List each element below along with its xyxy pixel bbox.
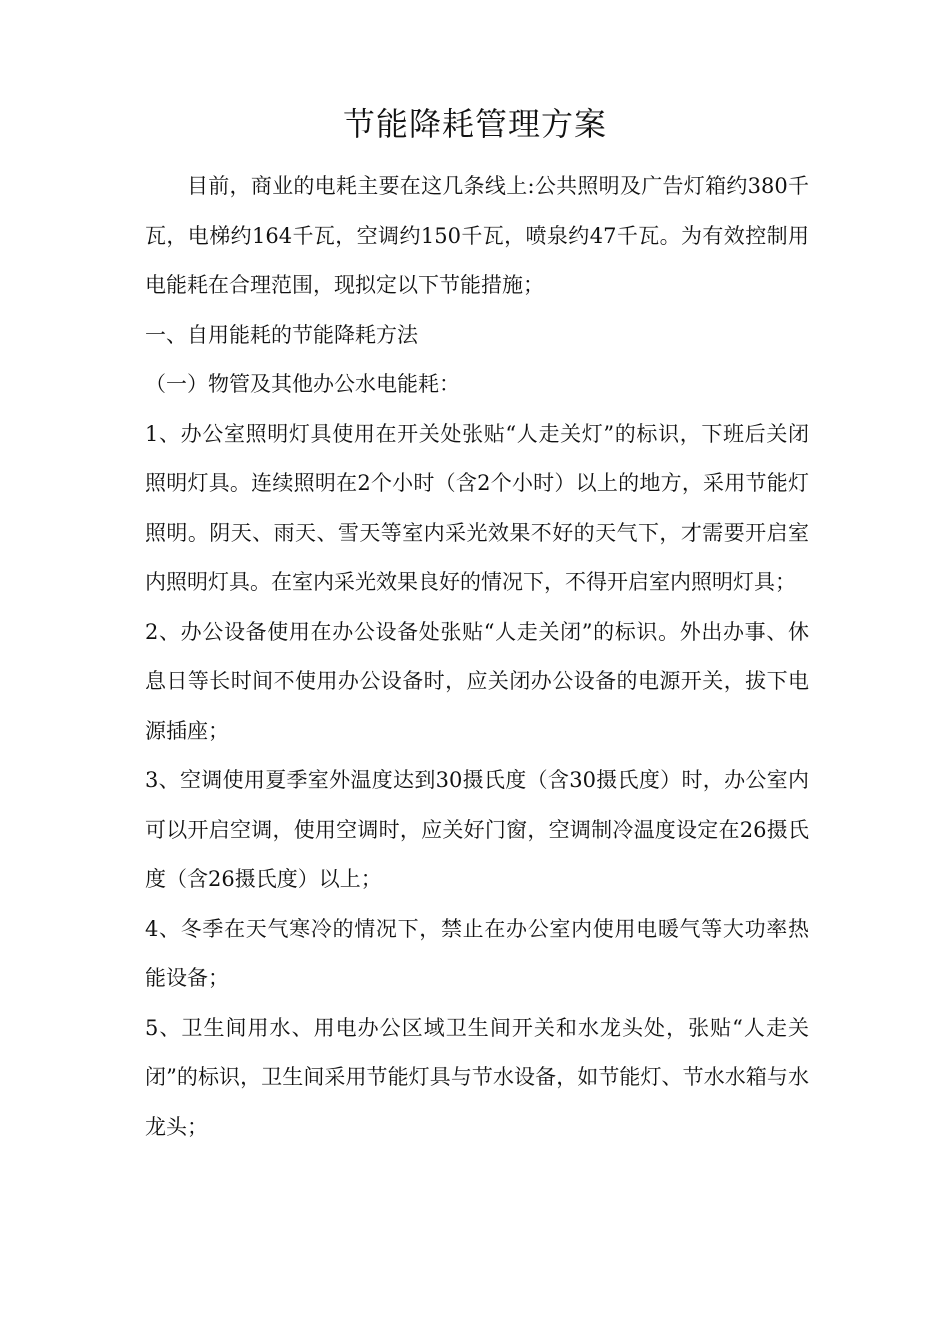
- document-body: [145, 162, 809, 1152]
- item-3-paragraph: 3、空调使用夏季室外温度达到30摄氏度（含30摄氏度）时，办公室内可以开启空调，使用空调时，应关好门窗，空调制冷温度设定在26摄氏度（含26摄氏度）以上；: [145, 768, 809, 891]
- subsection-heading: （一）物管及其他办公水电能耗：: [145, 372, 460, 396]
- intro-paragraph: 目前，商业的电耗主要在这几条线上:公共照明及广告灯箱约380千瓦，电梯约164千瓦，空调约150千瓦，喷泉约47千瓦。为有效控制用电能耗在合理范围，现拟定以下节能措施；: [145, 174, 809, 297]
- item-2-paragraph: 2、办公设备使用在办公设备处张贴“人走关闭”的标识。外出办事、休息日等长时间不使用办公设备时，应关闭办公设备的电源开关，拔下电源插座；: [145, 619, 809, 743]
- section-heading: 一、自用能耗的节能降耗方法: [145, 322, 418, 347]
- item-4-paragraph: 4、冬季在天气寒冷的情况下，禁止在办公室内使用电暖气等大功率热能设备；: [145, 916, 809, 990]
- document-title: 节能降耗管理方案: [342, 105, 607, 143]
- item-1-paragraph: 1、办公室照明灯具使用在开关处张贴“人走关灯”的标识，下班后关闭照明灯具。连续照明在2个小时（含2个小时）以上的地方，采用节能灯照明。阴天、雨天、雪天等室内采光效果不好的天气下，才需要开启室内照明灯具。在室内采光效果良好的情况下，不得开启室内照明灯具；: [145, 421, 809, 594]
- item-5-paragraph: 5、卫生间用水、用电办公区域卫生间开关和水龙头处，张贴“人走关闭”的标识，卫生间采用节能灯具与节水设备，如节能灯、节水水箱与水龙头；: [145, 1015, 809, 1139]
